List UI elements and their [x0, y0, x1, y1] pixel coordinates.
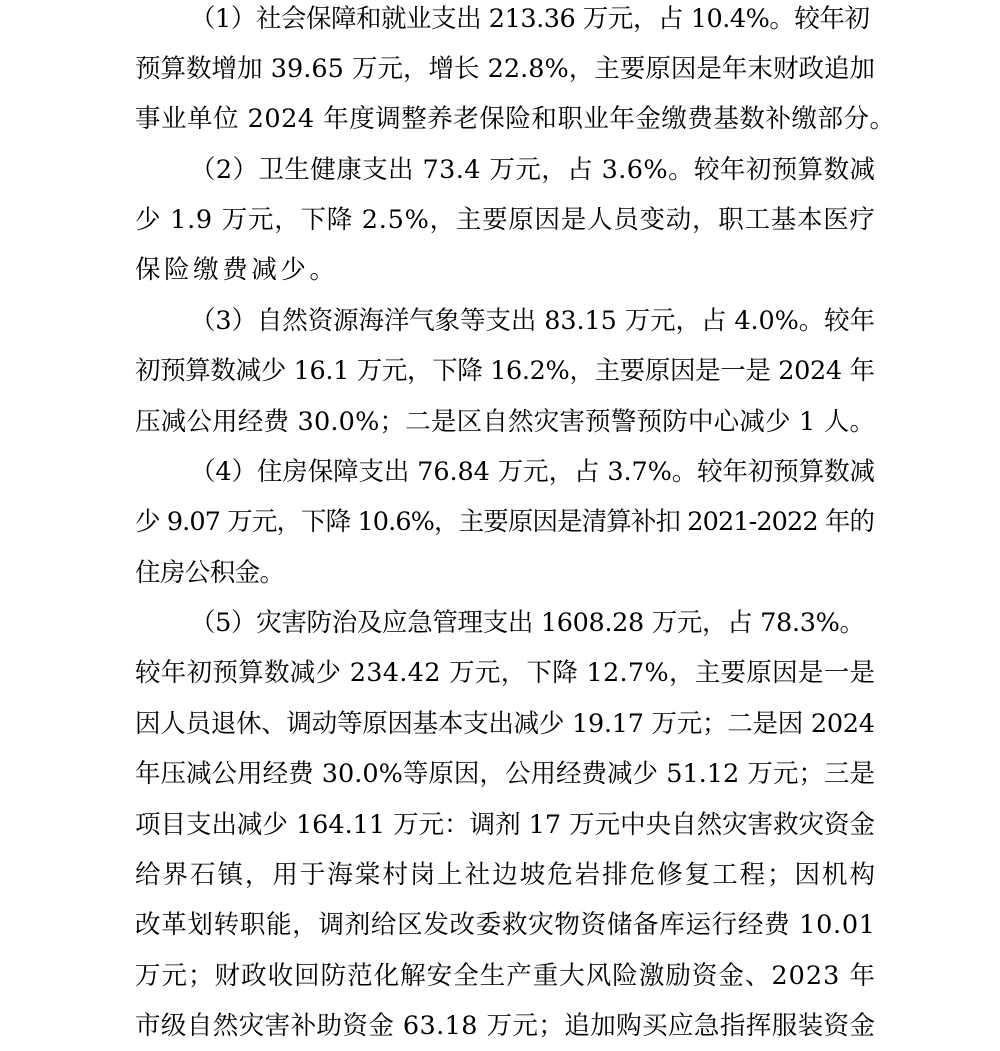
paragraph-3-line-1: （3）自然资源海洋气象等支出 83.15 万元，占 4.0%。较年	[190, 306, 875, 336]
paragraph-1-line-1: （1）社会保障和就业支出 213.36 万元，占 10.4%。较年初	[190, 4, 870, 34]
paragraph-3-line-3: 压减公用经费 30.0%；二是区自然灾害预警预防中心减少 1 人。	[135, 407, 876, 437]
paragraph-2-line-2: 少 1.9 万元，下降 2.5%，主要原因是人员变动，职工基本医疗	[135, 205, 876, 235]
paragraph-2-line-3: 保险缴费减少。	[135, 255, 339, 285]
paragraph-5-line-4: 年压减公用经费 30.0%等原因，公用经费减少 51.12 万元；三是	[135, 759, 876, 789]
paragraph-5-line-9: 市级自然灾害补助资金 63.18 万元；追加购买应急指挥服装资金	[135, 1011, 876, 1041]
paragraph-4-line-1: （4）住房保障支出 76.84 万元，占 3.7%。较年初预算数减	[190, 457, 875, 487]
paragraph-3-line-2: 初预算数减少 16.1 万元，下降 16.2%，主要原因是一是 2024 年	[135, 356, 875, 386]
paragraph-5-line-8: 万元；财政收回防范化解安全生产重大风险激励资金、2023 年	[135, 961, 877, 991]
paragraph-4-line-2: 少 9.07 万元，下降 10.6%，主要原因是清算补扣 2021-2022 年的	[135, 507, 875, 537]
paragraph-2-line-1: （2）卫生健康支出 73.4 万元，占 3.6%。较年初预算数减	[190, 155, 876, 185]
paragraph-5-line-3: 因人员退休、调动等原因基本支出减少 19.17 万元；二是因 2024	[135, 709, 875, 739]
paragraph-4-line-3: 住房公积金。	[135, 558, 285, 588]
paragraph-1-line-3: 事业单位 2024 年度调整养老保险和职业年金缴费基数补缴部分。	[135, 104, 896, 134]
paragraph-5-line-2: 较年初预算数减少 234.42 万元，下降 12.7%，主要原因是一是	[135, 658, 876, 688]
paragraph-5-line-7: 改革划转职能，调剂给区发改委救灾物资储备库运行经费 10.01	[135, 910, 876, 940]
paragraph-5-line-6: 给界石镇，用于海棠村岗上社边坡危岩排危修复工程；因机构	[135, 860, 877, 890]
paragraph-5-line-5: 项目支出减少 164.11 万元：调剂 17 万元中央自然灾害救灾资金	[135, 810, 875, 840]
paragraph-1-line-2: 预算数增加 39.65 万元，增长 22.8%，主要原因是年末财政追加	[135, 54, 876, 84]
paragraph-5-line-1: （5）灾害防治及应急管理支出 1608.28 万元，占 78.3%。	[190, 608, 865, 638]
